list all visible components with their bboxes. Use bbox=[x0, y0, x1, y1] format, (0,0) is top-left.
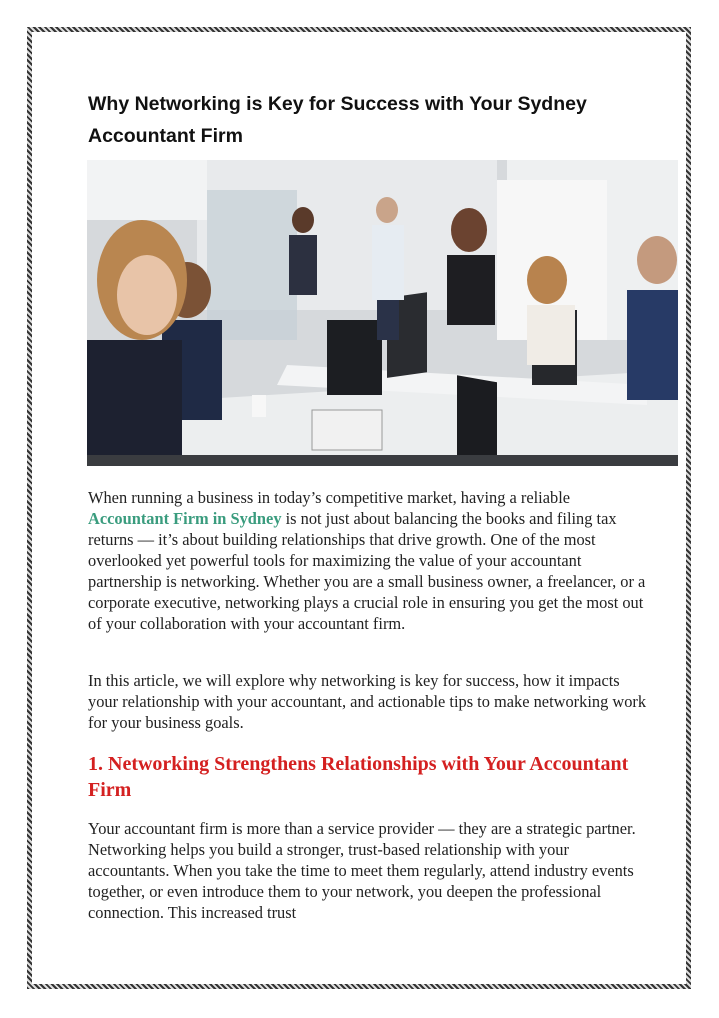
section-1-body: Your accountant firm is more than a service provider — they are a strategic partner. Networking helps you build a stronger, trust-based relationship with your accountants. When you take the time to meet them regularly, attend industry events together, or even introduce them to your network, you deepen the professional connection. This increased trust bbox=[88, 819, 636, 922]
page-title: Why Networking is Key for Success with Your Sydney Accountant Firm bbox=[88, 93, 587, 147]
intro-paragraph bbox=[88, 487, 648, 634]
section-1-heading: 1. Networking Strengthens Relationships with Your Accountant Firm bbox=[88, 753, 629, 801]
accountant-firm-link[interactable]: Accountant Firm in Sydney bbox=[88, 509, 282, 528]
office-meeting-photo bbox=[87, 160, 678, 466]
article-overview-paragraph: In this article, we will explore why networking is key for success, how it impacts your relationship with your accountant, and actionable tips to make networking work for your business goals. bbox=[88, 671, 647, 732]
intro-text-start: When running a business in today’s competitive market, having a reliable bbox=[88, 488, 571, 507]
intro-text-end: is not just about balancing the books and filing tax returns — it’s about building relationships that drive growth. One of the most overlooked yet powerful tools for maximizing the value of your accountant partnership is networking. Whether you are a small business owner, a freelancer, or a corporate executive, networking plays a crucial role in ensuring you get the most out of your collaboration with your accountant firm. bbox=[88, 509, 646, 633]
